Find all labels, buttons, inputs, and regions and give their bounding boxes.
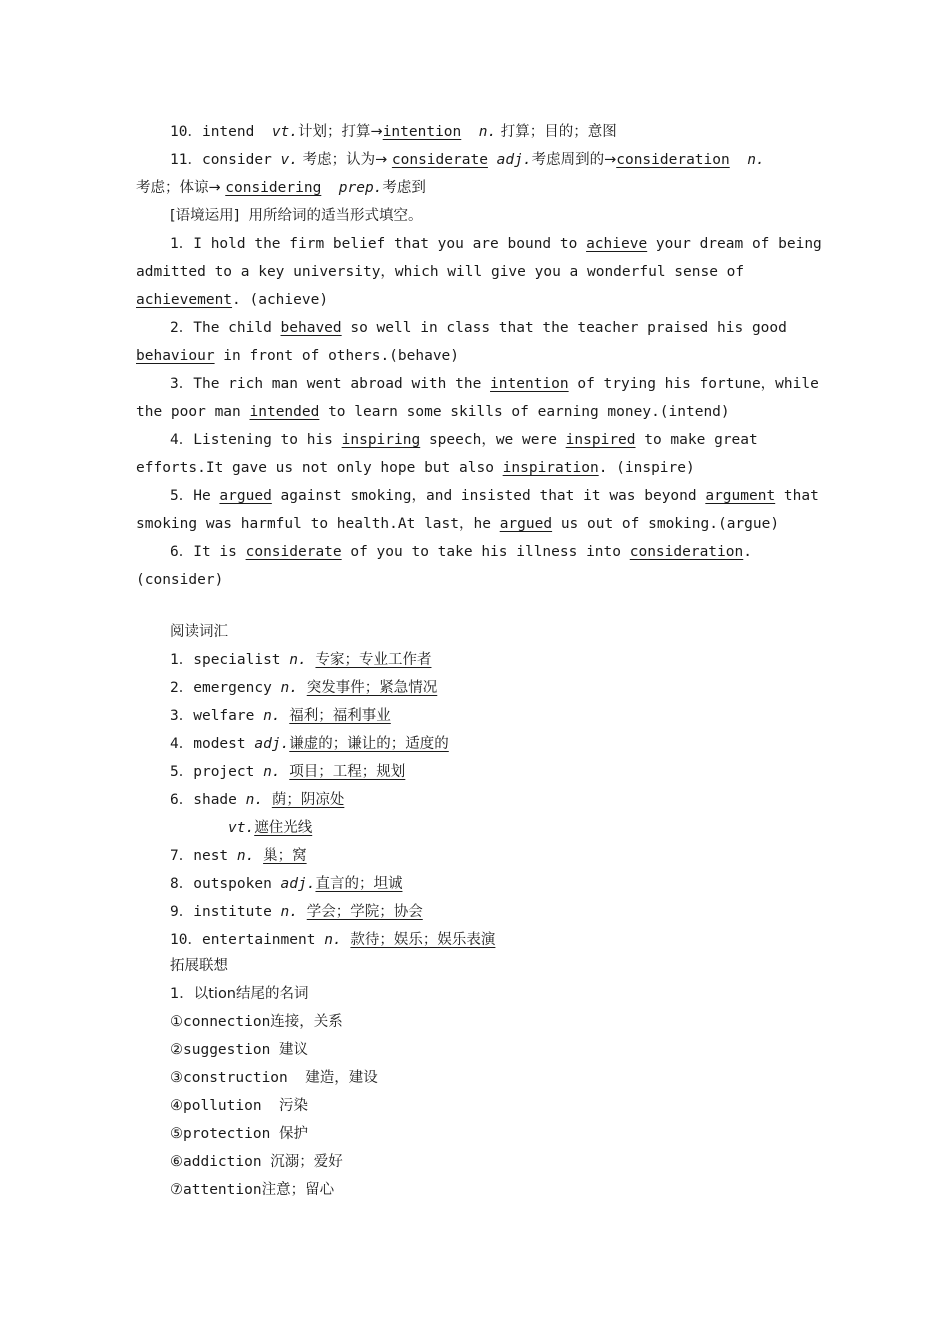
item-number: 5．	[170, 764, 194, 780]
word: specialist	[193, 652, 281, 668]
reading-item	[170, 706, 391, 726]
reading-item	[170, 902, 423, 922]
part-of-speech: n.	[245, 792, 264, 808]
text: 6．It is	[170, 544, 246, 560]
text: us out of smoking.(argue)	[552, 516, 780, 532]
part-of-speech: adj.	[280, 876, 316, 892]
text: speech，we were	[420, 432, 566, 448]
item-number: 1．	[170, 652, 194, 668]
word: project	[193, 764, 255, 780]
reading-item	[170, 790, 344, 810]
meaning: 专家；专业工作者	[315, 652, 432, 668]
meaning: 福利；福利事业	[289, 708, 391, 724]
text: your dream of being	[647, 236, 822, 252]
meaning: 学会；学院；协会	[306, 904, 423, 920]
exercise-3-line-2	[136, 402, 730, 422]
text: to make great	[635, 432, 758, 448]
exercise-5	[170, 486, 819, 506]
part-of-speech: n.	[263, 764, 281, 780]
tion-word: ⑤protection 保护	[170, 1126, 309, 1142]
text: 5．He	[170, 488, 220, 504]
answer: achieve	[586, 236, 648, 252]
text: 2．The child	[170, 320, 281, 336]
exercise-3	[170, 374, 819, 394]
tion-word: ①connection连接，关系	[170, 1014, 343, 1030]
part-of-speech: adj.	[496, 152, 532, 168]
answer: argued	[499, 516, 553, 532]
text: efforts.It gave us not only hope but also	[136, 460, 503, 476]
part-of-speech: v.	[280, 152, 299, 168]
derived-word: considering	[225, 180, 322, 196]
item-number: 10．	[170, 932, 202, 948]
derived-word: consideration	[616, 152, 730, 168]
vocab-item-11-cont	[136, 178, 426, 198]
text: 3．The rich man went abroad with the	[170, 376, 491, 392]
meaning: 直言的；坦诚	[315, 876, 403, 892]
meaning: 巢；窝	[263, 848, 307, 864]
word: welfare	[193, 708, 255, 724]
text: .	[743, 544, 752, 560]
meaning: 项目；工程；规划	[289, 764, 406, 780]
exercise-2-line-2	[136, 346, 459, 366]
part-of-speech: n.	[263, 708, 281, 724]
derived-word: considerate	[391, 152, 488, 168]
tion-word: ③construction 建造，建设	[170, 1070, 378, 1086]
item-number: 4．	[170, 736, 194, 752]
part-of-speech: n.	[280, 904, 299, 920]
part-of-speech: n.	[236, 848, 255, 864]
reading-item	[170, 762, 405, 782]
meaning: 计划；打算→	[298, 124, 383, 140]
answer: considerate	[245, 544, 342, 560]
answer: argued	[219, 488, 272, 504]
item-number: 3．	[170, 708, 194, 724]
meaning: 考虑；体谅→	[136, 180, 226, 196]
text: against smoking，and insisted that it was beyond	[271, 488, 706, 504]
part-of-speech: adj.	[254, 736, 290, 752]
part-of-speech: n.	[324, 932, 342, 948]
expand-heading: 拓展联想	[170, 958, 228, 974]
tion-word: ④pollution 污染	[170, 1098, 309, 1114]
text: 1．I hold the firm belief that you are bound to	[170, 236, 587, 252]
reading-item	[170, 930, 495, 950]
item-number: 8．	[170, 876, 194, 892]
tion-word: ⑦attention注意；留心	[170, 1182, 335, 1198]
exercise-5-line-2	[136, 514, 779, 534]
word: consider	[201, 152, 272, 168]
meaning: 考虑周到的→	[531, 152, 617, 168]
exercise-1-line-3	[136, 290, 328, 310]
exercise-4-line-2	[136, 458, 695, 478]
text: of trying his fortune，while	[568, 376, 819, 392]
meaning: 谦虚的；谦让的；适度的	[289, 736, 449, 752]
vocab-item-11	[170, 150, 765, 170]
answer: argument	[705, 488, 776, 504]
answer: intention	[490, 376, 569, 392]
part-of-speech: vt.	[271, 124, 299, 140]
text: smoking was harmful to health.At last，he	[136, 516, 500, 532]
word: institute	[193, 904, 272, 920]
answer: behaviour	[136, 348, 215, 364]
item-number: 9．	[170, 904, 194, 920]
reading-item	[170, 874, 402, 894]
meaning: 遮住光线	[254, 820, 313, 836]
item-number: 11．	[170, 152, 202, 168]
tion-word: ②suggestion 建议	[170, 1042, 309, 1058]
word: nest	[193, 848, 229, 864]
word: entertainment	[201, 932, 316, 948]
reading-item	[170, 678, 437, 698]
exercise-2	[170, 318, 787, 338]
derived-word: intention	[382, 124, 462, 140]
answer: intended	[249, 404, 320, 420]
part-of-speech: n.	[280, 680, 299, 696]
reading-item	[170, 734, 449, 754]
answer: behaved	[280, 320, 342, 336]
context-heading: [语境运用] 用所给词的适当形式填空。	[170, 208, 423, 224]
part-of-speech: n.	[289, 652, 307, 668]
answer: achievement	[136, 292, 233, 308]
text: that	[775, 488, 819, 504]
meaning: 荫；阴凉处	[271, 792, 345, 808]
reading-item-sub	[228, 818, 312, 838]
item-number: 10．	[170, 124, 202, 140]
part-of-speech: prep.	[338, 180, 383, 196]
word: modest	[193, 736, 246, 752]
answer: inspiration	[502, 460, 599, 476]
meaning: 考虑到	[382, 180, 426, 196]
word: outspoken	[193, 876, 272, 892]
text: in front of others.(behave)	[214, 348, 460, 364]
text: . (achieve)	[232, 292, 329, 308]
answer: consideration	[629, 544, 744, 560]
part-of-speech: n.	[747, 152, 765, 168]
exercise-1	[170, 234, 822, 254]
meaning: 打算；目的；意图	[496, 124, 617, 140]
vocab-item-10	[170, 122, 617, 142]
text: of you to take his illness into	[341, 544, 630, 560]
exercise-6-line-2: (consider)	[136, 572, 224, 588]
item-number: 7．	[170, 848, 194, 864]
tion-word: ⑥addiction 沉溺；爱好	[170, 1154, 343, 1170]
word: intend	[201, 124, 255, 140]
part-of-speech: n.	[478, 124, 497, 140]
text: . (inspire)	[598, 460, 695, 476]
item-number: 2．	[170, 680, 194, 696]
word: emergency	[193, 680, 272, 696]
part-of-speech: vt.	[228, 820, 255, 836]
meaning: 款待；娱乐；娱乐表演	[350, 932, 496, 948]
exercise-1-line-2: admitted to a key university，which will give you a wonderful sense of	[136, 264, 745, 280]
meaning: 考虑；认为→	[298, 152, 392, 168]
reading-heading: 阅读词汇	[170, 624, 228, 640]
answer: inspiring	[341, 432, 421, 448]
exercise-4	[170, 430, 758, 450]
answer: inspired	[565, 432, 636, 448]
meaning: 突发事件；紧急情况	[306, 680, 438, 696]
exercise-6	[170, 542, 752, 562]
item-number: 6．	[170, 792, 194, 808]
expand-subheading: 1．以tion结尾的名词	[170, 986, 309, 1002]
text: the poor man	[136, 404, 250, 420]
text: 4．Listening to his	[170, 432, 342, 448]
text: to learn some skills of earning money.(intend)	[319, 404, 730, 420]
text: so well in class that the teacher praised his good	[341, 320, 787, 336]
reading-item	[170, 846, 307, 866]
word: shade	[193, 792, 237, 808]
reading-item	[170, 650, 431, 670]
